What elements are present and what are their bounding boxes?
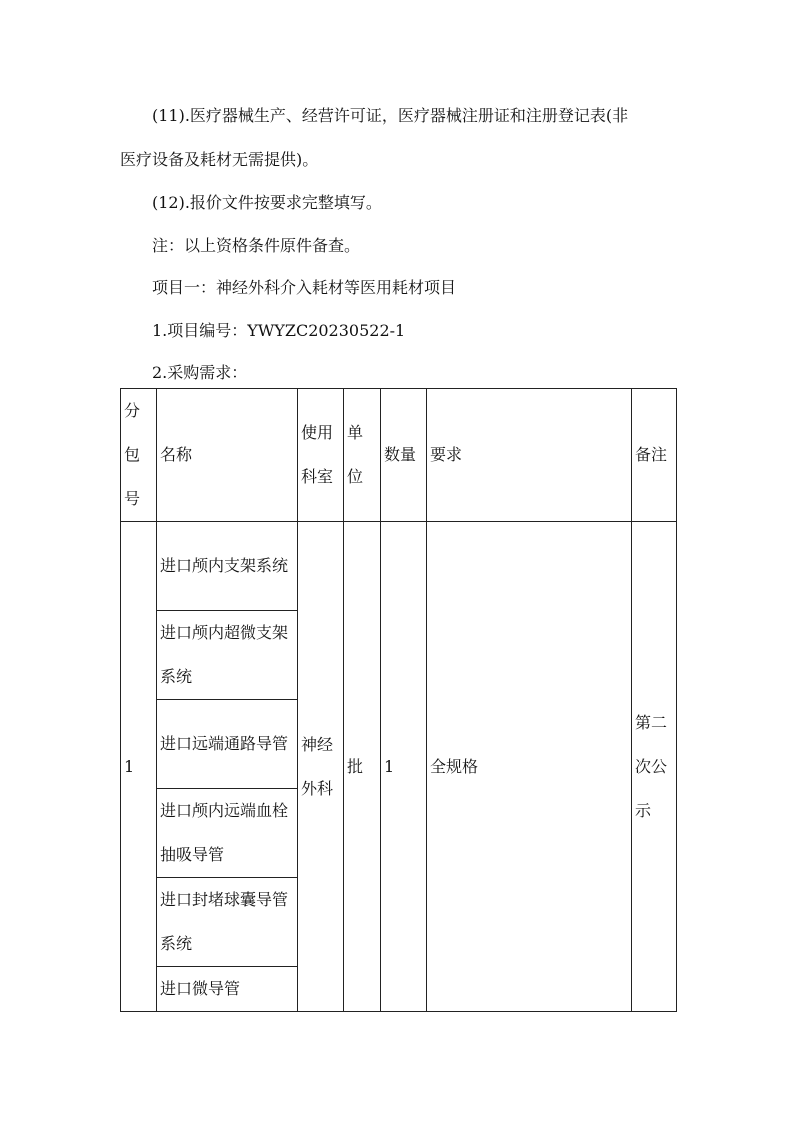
table-row — [121, 522, 677, 611]
cell-requirement: 全规格 — [427, 522, 632, 1012]
table-header-row — [121, 389, 677, 522]
procurement-table — [120, 388, 677, 1012]
paragraph-procurement-needs: 2.采购需求： — [152, 363, 248, 382]
paragraph-qualification-12: (12).报价文件按要求完整填写。 — [152, 193, 382, 212]
cell-item-name: 进口封堵球囊导管系统 — [157, 878, 298, 967]
cell-package-no: 1 — [121, 522, 157, 1012]
header-remark: 备注 — [632, 389, 677, 522]
paragraph-qualification-11-cont: 医疗设备及耗材无需提供)。 — [120, 150, 319, 169]
header-requirement: 要求 — [427, 389, 632, 522]
header-quantity: 数量 — [381, 389, 427, 522]
header-package-no: 分包号 — [121, 389, 157, 522]
paragraph-qualification-11: (11).医疗器械生产、经营许可证，医疗器械注册证和注册登记表(非 — [152, 106, 629, 125]
paragraph-project-number: 1.项目编号：YWYZC20230522-1 — [152, 321, 406, 340]
cell-item-name: 进口微导管 — [157, 967, 298, 1012]
cell-item-name: 进口颅内支架系统 — [157, 522, 298, 611]
cell-quantity: 1 — [381, 522, 427, 1012]
paragraph-project-title: 项目一：神经外科介入耗材等医用耗材项目 — [152, 278, 457, 297]
header-department: 使用科室 — [298, 389, 344, 522]
cell-item-name: 进口远端通路导管 — [157, 700, 298, 789]
cell-unit: 批 — [344, 522, 381, 1012]
paragraph-note: 注：以上资格条件原件备查。 — [152, 236, 361, 255]
cell-department: 神经外科 — [298, 522, 344, 1012]
header-unit: 单位 — [344, 389, 381, 522]
cell-item-name: 进口颅内远端血栓抽吸导管 — [157, 789, 298, 878]
cell-item-name: 进口颅内超微支架系统 — [157, 611, 298, 700]
cell-remark: 第二次公示 — [632, 522, 677, 1012]
header-name: 名称 — [157, 389, 298, 522]
